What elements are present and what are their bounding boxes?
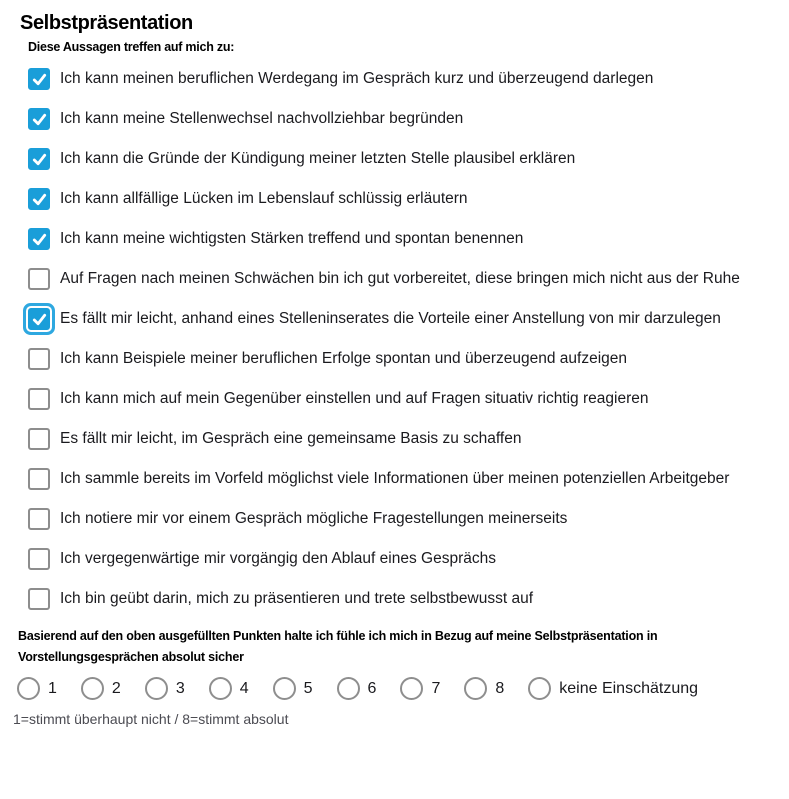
checkbox[interactable] — [28, 468, 50, 490]
rating-option[interactable] — [209, 677, 249, 700]
radio-button[interactable] — [337, 677, 360, 700]
checklist-item — [28, 266, 769, 292]
rating-option[interactable] — [528, 677, 698, 700]
radio-option-label: keine Einschätzung — [559, 679, 699, 697]
checkbox[interactable] — [28, 268, 50, 290]
checkbox[interactable] — [28, 428, 50, 450]
checkbox[interactable] — [28, 308, 50, 330]
checklist-item — [28, 66, 769, 92]
checklist-item — [28, 546, 769, 572]
rating-option[interactable] — [464, 677, 504, 700]
checklist-item — [28, 506, 769, 532]
checklist-item-label: Ich vergegenwärtige mir vorgängig den Ablauf eines Gesprächs — [60, 550, 496, 567]
checkbox[interactable] — [28, 108, 50, 130]
checklist-item-label: Es fällt mir leicht, im Gespräch eine gemeinsame Basis zu schaffen — [60, 430, 522, 447]
checkbox[interactable] — [28, 348, 50, 370]
checklist-item-label: Ich notiere mir vor einem Gespräch mögliche Fragestellungen meinerseits — [60, 510, 568, 527]
rating-option[interactable] — [17, 677, 57, 700]
checklist-item-label: Ich kann Beispiele meiner beruflichen Erfolge spontan und überzeugend aufzeigen — [60, 350, 627, 367]
checklist-item-label: Ich kann meine Stellenwechsel nachvollziehbar begründen — [60, 110, 464, 127]
checklist — [28, 66, 769, 612]
checkbox[interactable] — [28, 548, 50, 570]
checklist-item — [28, 106, 769, 132]
checkmark-icon — [31, 231, 48, 248]
checklist-item — [28, 586, 769, 612]
rating-question: Basierend auf den oben ausgefüllten Punkten halte ich fühle ich mich in Bezug auf meine Selbstpräsentation in Vorstellungsgesprächen absolut sicher — [18, 629, 658, 664]
radio-button[interactable] — [400, 677, 423, 700]
rating-option[interactable] — [81, 677, 121, 700]
checklist-item-label: Ich kann meinen beruflichen Werdegang im Gespräch kurz und überzeugend darlegen — [60, 70, 654, 87]
checkbox[interactable] — [28, 388, 50, 410]
checklist-item-label: Ich kann mich auf mein Gegenüber einstellen und auf Fragen situativ richtig reagieren — [60, 390, 649, 407]
radio-option-label: 5 — [303, 679, 313, 697]
checklist-item-label: Ich kann allfällige Lücken im Lebenslauf schlüssig erläutern — [60, 190, 468, 207]
checklist-item — [28, 426, 769, 452]
checkbox[interactable] — [28, 588, 50, 610]
checkbox[interactable] — [28, 508, 50, 530]
radio-option-label: 1 — [48, 679, 57, 697]
checkbox[interactable] — [28, 188, 50, 210]
checklist-item — [28, 466, 769, 492]
radio-button[interactable] — [528, 677, 551, 700]
checklist-item-label: Ich kann meine wichtigsten Stärken treffend und spontan benennen — [60, 230, 524, 247]
rating-option[interactable] — [273, 677, 313, 700]
rating-option[interactable] — [145, 677, 185, 700]
checklist-instruction: Diese Aussagen treffen auf mich zu: — [28, 40, 235, 54]
checklist-item — [28, 386, 769, 412]
radio-option-label: 8 — [495, 679, 505, 697]
checkmark-icon — [31, 311, 48, 328]
checkmark-icon — [31, 71, 48, 88]
checklist-item-label: Auf Fragen nach meinen Schwächen bin ich gut vorbereitet, diese bringen mich nicht aus der Ruhe — [60, 270, 740, 287]
checklist-item — [28, 146, 769, 172]
checkmark-icon — [31, 111, 48, 128]
checkmark-icon — [31, 151, 48, 168]
radio-option-label: 3 — [175, 679, 185, 697]
radio-option-label: 2 — [111, 679, 121, 697]
page-title: Selbstpräsentation — [20, 12, 193, 34]
radio-button[interactable] — [209, 677, 232, 700]
rating-footnote: 1=stimmt überhaupt nicht / 8=stimmt absolut — [13, 711, 289, 727]
radio-button[interactable] — [81, 677, 104, 700]
radio-button[interactable] — [145, 677, 168, 700]
checklist-item-label: Ich sammle bereits im Vorfeld möglichst viele Informationen über meinen potenziellen Arbeitgeber — [60, 470, 730, 487]
checklist-item — [28, 186, 769, 212]
radio-button[interactable] — [464, 677, 487, 700]
radio-button[interactable] — [17, 677, 40, 700]
radio-option-label: 7 — [431, 679, 441, 697]
radio-option-label: 6 — [367, 679, 377, 697]
checkbox[interactable] — [28, 228, 50, 250]
checklist-item — [28, 226, 769, 252]
checklist-item-label: Es fällt mir leicht, anhand eines Stelleninserates die Vorteile einer Anstellung von mir darzulegen — [60, 310, 721, 327]
rating-option[interactable] — [337, 677, 377, 700]
rating-scale — [17, 677, 769, 700]
checklist-item-label: Ich kann die Gründe der Kündigung meiner letzten Stelle plausibel erklären — [60, 150, 576, 167]
rating-option[interactable] — [400, 677, 440, 700]
radio-option-label: 4 — [239, 679, 249, 697]
checkbox[interactable] — [28, 68, 50, 90]
checklist-item — [28, 346, 769, 372]
checklist-item-label: Ich bin geübt darin, mich zu präsentieren und trete selbstbewusst auf — [60, 590, 534, 607]
checkmark-icon — [31, 191, 48, 208]
radio-button[interactable] — [273, 677, 296, 700]
checkbox[interactable] — [28, 148, 50, 170]
checklist-item — [28, 306, 769, 332]
